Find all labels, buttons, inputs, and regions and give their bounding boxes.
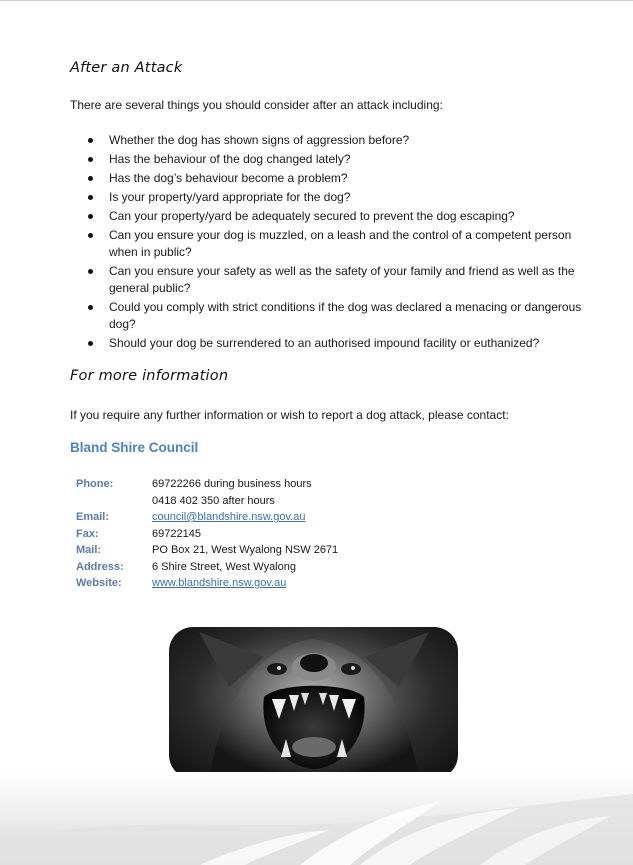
bullet-icon xyxy=(88,157,93,162)
list-item: Should your dog be surrendered to an authorised impound facility or euthanized? xyxy=(70,335,590,352)
snarling-dog-image xyxy=(169,627,458,779)
address-value: 6 Shire Street, West Wyalong xyxy=(152,560,296,573)
list-item: Whether the dog has shown signs of aggression before? xyxy=(70,132,590,149)
fax-label: Fax: xyxy=(76,527,99,540)
website-label: Website: xyxy=(76,577,122,589)
dog-photo xyxy=(169,627,458,779)
more-info-intro: If you require any further information or wish to report a dog attack, please contact: xyxy=(70,408,509,422)
bullet-icon xyxy=(88,305,93,310)
phone-row xyxy=(76,476,338,493)
after-attack-heading: After an Attack xyxy=(70,60,183,76)
phone-after-hours-row xyxy=(76,493,338,510)
list-item: Is your property/yard appropriate for the dog? xyxy=(70,189,590,206)
website-row xyxy=(76,575,338,592)
bullet-icon xyxy=(88,269,93,274)
more-info-heading: For more information xyxy=(70,368,229,384)
list-item: Has the behaviour of the dog changed lately? xyxy=(70,151,590,168)
list-item: Could you comply with strict conditions if the dog was declared a menacing or dangerous dog? xyxy=(70,299,590,333)
list-item: Can your property/yard be adequately secured to prevent the dog escaping? xyxy=(70,208,590,225)
list-item: Has the dog’s behaviour become a problem? xyxy=(70,170,590,187)
footer-decoration xyxy=(0,772,633,865)
address-row xyxy=(76,559,338,576)
list-item: Can you ensure your dog is muzzled, on a leash and the control of a competent person when in public? xyxy=(70,227,590,261)
bullet-icon xyxy=(88,176,93,181)
phone-after-hours: 0418 402 350 after hours xyxy=(152,494,275,507)
bullet-icon xyxy=(88,233,93,238)
email-link[interactable]: council@blandshire.nsw.gov.au xyxy=(152,511,306,523)
list-item: Can you ensure your safety as well as the safety of your family and friend as well as the general public? xyxy=(70,263,590,297)
phone-label: Phone: xyxy=(76,478,114,490)
contact-details xyxy=(76,476,338,592)
bullet-icon xyxy=(88,138,93,143)
mail-row xyxy=(76,542,338,559)
after-attack-intro: There are several things you should consider after an attack including: xyxy=(70,98,443,112)
website-link[interactable]: www.blandshire.nsw.gov.au xyxy=(152,577,287,589)
phone-business-hours: 69722266 during business hours xyxy=(152,478,312,490)
fax-value: 69722145 xyxy=(152,527,201,540)
address-label: Address: xyxy=(76,560,124,573)
mail-value: PO Box 21, West Wyalong NSW 2671 xyxy=(152,544,339,556)
mail-label: Mail: xyxy=(76,544,102,556)
fax-row xyxy=(76,526,338,543)
top-rule xyxy=(0,0,633,1)
email-row xyxy=(76,509,338,526)
bullet-icon xyxy=(88,341,93,346)
council-name: Bland Shire Council xyxy=(70,440,199,455)
bullet-icon xyxy=(88,214,93,219)
consideration-list xyxy=(70,132,590,354)
email-label: Email: xyxy=(76,511,110,523)
bullet-icon xyxy=(88,195,93,200)
